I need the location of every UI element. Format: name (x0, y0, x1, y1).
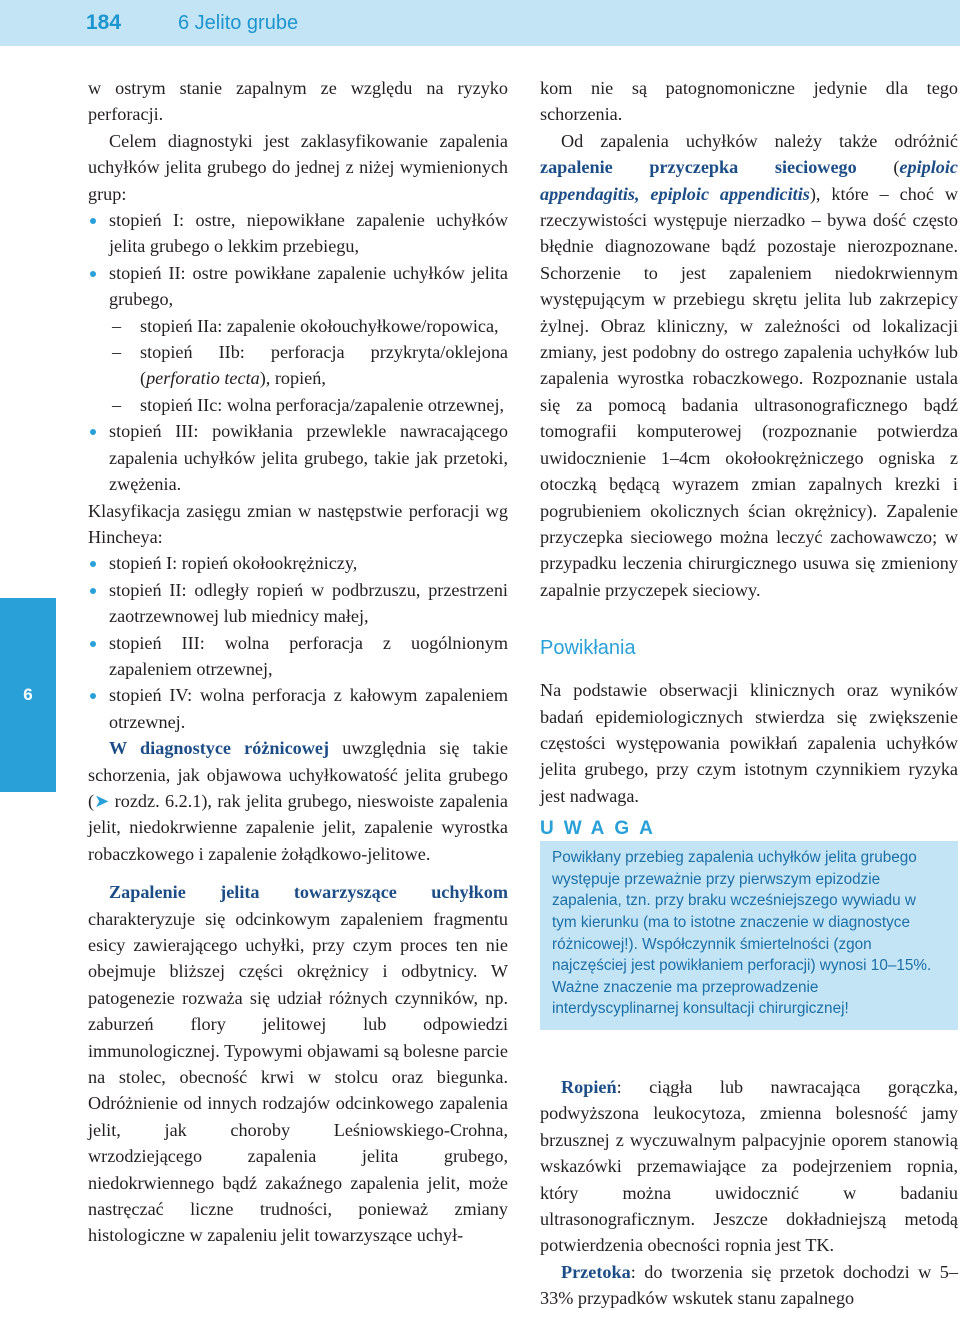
text-run: ), ropień, (259, 368, 326, 389)
right-column (540, 75, 958, 1312)
list-item: stopień I: ropień okołookrężniczy, (88, 550, 508, 576)
substage-list (88, 313, 508, 419)
text-run: Od zapalenia uchyłków należy także odróżnić (561, 130, 958, 151)
paragraph (540, 1074, 958, 1259)
text-run: ), które – choć w rzeczywistości występuje nierzadko – bywa dość często błędnie diagnozowane bądź pozostaje nierozpoznane. Schorzenie to jest zapaleniem niedokrwiennym występującym w przebiegu skrętu jelita lub zakrzepicy żylnej. Obraz kliniczny, w zależności od lokalizacji zmiany, jest podobny do ostrego zapalenia uchyłków lub zapalenia wyrostka robaczkowego. Rozpoznanie ustala się za pomocą badania ultrasonograficznego bądź tomografii komputerowej (rozpoznanie potwierdza uwidocznienie 1–4cm okołookrężniczego ogniska z otoczką będącą wyrazem zmian zapalnych krezki i pogrubieniem okolicznych ścian okrężnicy). Zapalenie przyczepka sieciowego można leczyć zachowawczo; w przypadku leczenia chirurgicznego usuwa się zmieniony zapalnie przyczepek sieciowy. (540, 183, 958, 600)
latin-term: perforatio tecta (146, 368, 260, 389)
paragraph (88, 879, 508, 1249)
list-item: stopień II: odległy ropień w podbrzuszu, przestrzeni zaotrzewnowej lub miednicy małej, (88, 577, 508, 630)
chapter-tab-label: 6 (23, 685, 33, 704)
page-number: 184 (86, 11, 122, 34)
text-run: rozdz. 6.2.1), rak jelita grubego, nieswoiste zapalenia jelit, niedokrwienne zapalenie jelit, zapalenie wyrostka robaczkowego i zapalenie żołądkowo-jelitowe. (88, 790, 508, 864)
note-title: UWAGA (540, 818, 663, 840)
text-run: : do tworzenia się przetok dochodzi w 5–33% przypadków wskutek stanu zapalnego (540, 1261, 958, 1309)
bold-term: Ropień (561, 1076, 617, 1097)
list-item (88, 339, 508, 392)
bold-term: Zapalenie jelita towarzyszące uchyłkom (109, 882, 508, 903)
left-column (88, 75, 508, 1249)
arrow-icon: ➤ (94, 790, 110, 811)
text-run: ( (856, 157, 900, 178)
text-run: uwzględnia się takie schorzenia, jak objawowa uchyłkowatość jelita grubego ( (88, 738, 508, 811)
paragraph: Celem diagnostyki jest zaklasyfikowanie zapalenia uchyłków jelita grubego do jednej z niżej wymienionych grup: (88, 130, 508, 204)
section-heading: Powikłania (540, 637, 636, 660)
hinchey-list (88, 550, 508, 735)
list-item: – stopień IIc: wolna perforacja/zapalenie otrzewnej, (88, 392, 508, 418)
paragraph: kom nie są patognomoniczne jedynie dla tego schorzenia. (540, 78, 958, 125)
list-item: stopień III: wolna perforacja z uogólnionym zapaleniem otrzewnej, (88, 630, 508, 683)
paragraph (540, 128, 958, 603)
paragraph: Klasyfikacja zasięgu zmian w następstwie perforacji wg Hincheya: (88, 500, 508, 547)
list-item: stopień IV: wolna perforacja z kałowym zapaleniem otrzewnej. (88, 682, 508, 735)
text-run: : ciągła lub nawracająca gorączka, podwyższona leukocytoza, zmienna bolesność jamy brzusznej z wyczuwalnym palpacyjnie oporem stanowią wskazówki przemawiające za podejrzeniem ropnia, który można uwidocznić w badaniu ultrasonograficznym. Jeszcze dokładniejszą metodą potwierdzenia obecności ropnia jest TK. (540, 1076, 958, 1256)
text-run: stopień IIb: perforacja przykryta/oklejona ( (140, 342, 508, 389)
page-header (0, 0, 960, 46)
paragraph (88, 735, 508, 867)
stage-list (88, 418, 508, 497)
list-item: – stopień IIa: zapalenie okołouchyłkowe/ropowica, (88, 313, 508, 339)
chapter-tab (0, 598, 56, 792)
bold-term: Przetoka (561, 1261, 631, 1282)
list-item: stopień I: ostre, niepowikłane zapalenie uchyłków jelita grubego o lekkim przebiegu, (88, 207, 508, 260)
running-header: 6 Jelito grube (178, 12, 299, 34)
bold-term: W diagnostyce różnicowej (109, 738, 330, 759)
paragraph: Na podstawie obserwacji klinicznych oraz wyników badań epidemiologicznych stwierdza się zwiększenie częstości występowania powikłań zapalenia uchyłków jelita grubego, przy czym istotnym czynnikiem ryzyka jest nadwaga. (540, 680, 958, 806)
paragraph: w ostrym stanie zapalnym ze względu na ryzyko perforacji. (88, 78, 508, 125)
text-run: charakteryzuje się odcinkowym zapaleniem fragmentu esicy zawierającego uchyłki, przy czym proces ten nie obejmuje bliższej części okrężnicy i odbytnicy. W patogenezie rozważa się udział różnych czynników, np. zaburzeń flory jelitowej lub odpowiedzi immunologicznej. Typowymi objawami są bolesne parcie na stolec, obecność krwi w stolcu oraz biegunka. Odróżnienie od innych rodzajów odcinkowego zapalenia jelit, jak choroby Leśniowskiego-Crohna, wrzodziejącego zapalenia jelita grubego, niedokrwiennego bądź zakaźnego zapalenia jelit, może nastręczać liczne trudności, ponieważ zmiany histologiczne w zapaleniu jelit towarzyszące uchył- (88, 908, 508, 1246)
list-item: stopień III: powikłania przewlekle nawracającego zapalenia uchyłków jelita grubego, takie jak przetoki, zwężenia. (88, 418, 508, 497)
list-item: stopień II: ostre powikłane zapalenie uchyłków jelita grubego, (88, 260, 508, 313)
latin-term: epiploic appendagitis, epiploic appendicitis (540, 157, 958, 204)
note-box (540, 841, 958, 1030)
bold-term: zapalenie przyczepka sieciowego (540, 157, 857, 178)
note-text: Powikłany przebieg zapalenia uchyłków jelita grubego występuje przeważnie przy pierwszym epizodzie zapalenia, tzn. przy braku wcześniejszego wywiadu w tym kierunku (ma to istotne znaczenie w diagnostyce różnicowej!). Współczynnik śmiertelności (zgon najczęściej jest powikłaniem perforacji) wynosi 10–15%. Ważne znaczenie ma przeprowadzenie interdyscyplinarnej konsultacji chirurgicznej! (552, 849, 932, 1018)
paragraph (540, 1259, 958, 1312)
stage-list (88, 207, 508, 313)
